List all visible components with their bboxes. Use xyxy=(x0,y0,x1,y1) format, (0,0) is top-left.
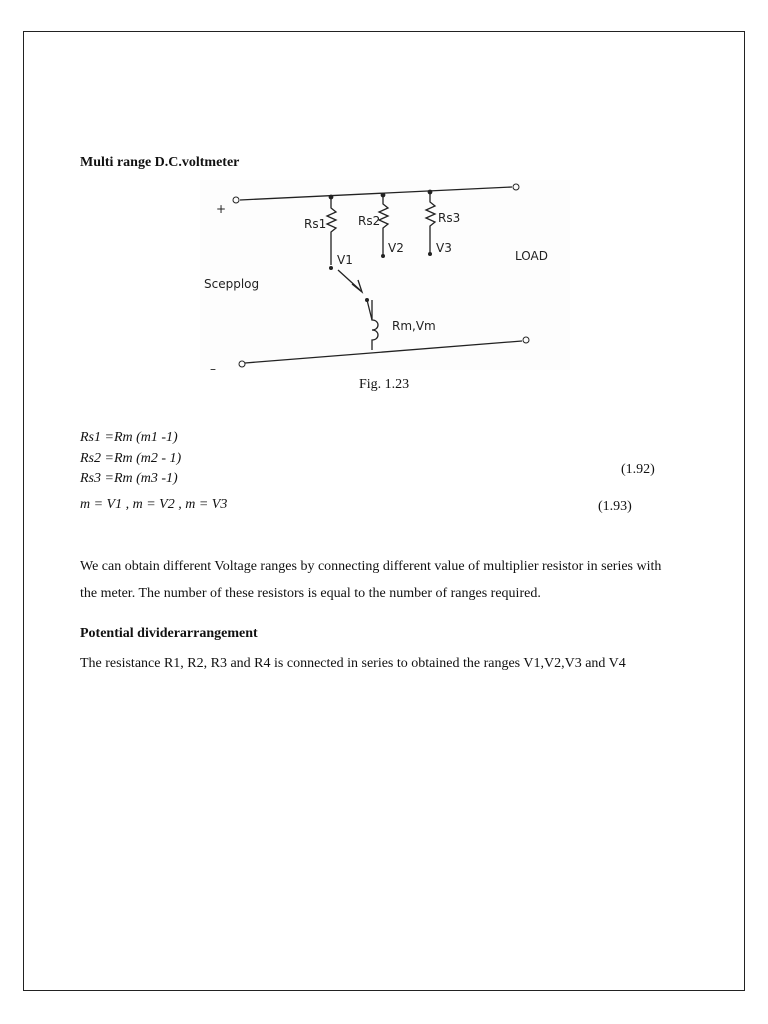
figure-caption: Fig. 1.23 xyxy=(359,377,410,392)
circuit-drawing xyxy=(200,180,570,370)
v1-label: V1 xyxy=(337,253,353,267)
section-heading-multirange: Multi range D.C.voltmeter xyxy=(80,155,240,170)
meter-label: Rm,Vm xyxy=(392,319,436,333)
rs1-label: Rs1 xyxy=(304,217,327,231)
contact-dot-v2 xyxy=(381,254,385,258)
v2-label: V2 xyxy=(388,241,404,255)
rs2-label: Rs2 xyxy=(358,214,381,228)
junction-dot-rs3 xyxy=(428,190,433,195)
section-heading-potential-divider: Potential dividerarrangement xyxy=(80,626,258,641)
equation-number-1-93: (1.93) xyxy=(598,499,632,514)
plus-terminal-label: + xyxy=(216,202,227,216)
equation-rs2: Rs2 =Rm (m2 - 1) xyxy=(80,451,182,466)
equation-rs1: Rs1 =Rm (m1 -1) xyxy=(80,430,178,445)
contact-dot-v3 xyxy=(428,252,432,256)
equation-rs3: Rs3 =Rm (m3 -1) xyxy=(80,471,178,486)
v3-label: V3 xyxy=(436,241,452,255)
rs3-label: Rs3 xyxy=(438,211,461,225)
minus-terminal-label: – xyxy=(210,362,216,370)
switch-pivot-dot xyxy=(365,298,369,302)
load-label: LOAD xyxy=(515,249,548,263)
contact-dot-v1 xyxy=(329,266,333,270)
circuit-figure xyxy=(200,180,570,370)
equation-ratio: m = V1 , m = V2 , m = V3 xyxy=(80,497,228,512)
junction-dot-rs2 xyxy=(381,193,386,198)
equation-number-1-92: (1.92) xyxy=(621,462,655,477)
paragraph-multiplier: We can obtain different Voltage ranges by connecting different value of multiplier resistor in series with the meter. The number of these resistors is equal to the number of ranges required. xyxy=(80,559,662,601)
junction-dot-rs1 xyxy=(329,195,334,200)
supply-label: Scepplog xyxy=(204,277,260,291)
paragraph-potential-divider: The resistance R1, R2, R3 and R4 is connected in series to obtained the ranges V1,V2,V3 and V4 xyxy=(80,656,626,671)
